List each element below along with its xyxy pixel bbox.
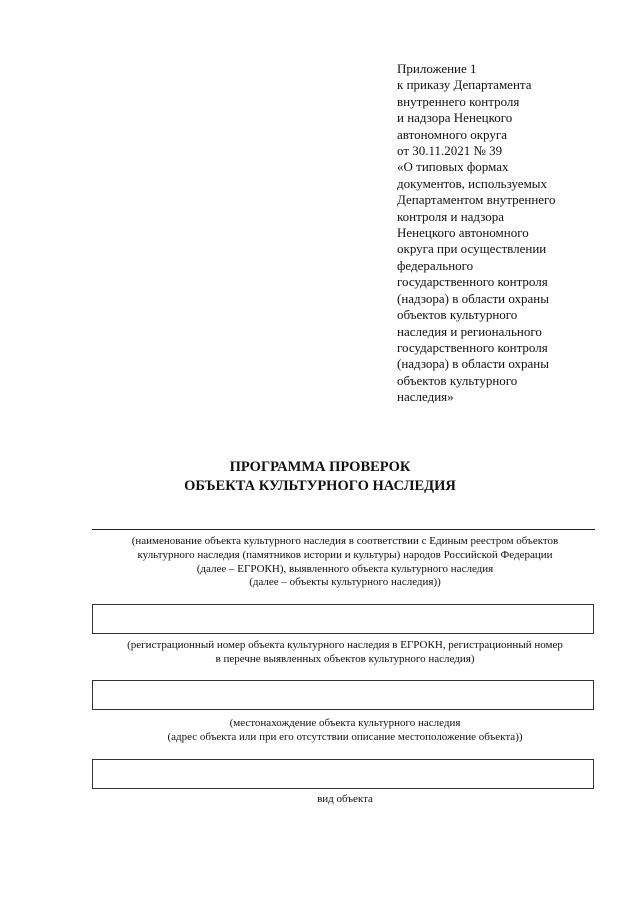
registration-number-field[interactable] (92, 604, 594, 634)
appendix-line: федерального (397, 257, 474, 273)
appendix-line: государственного контроля (397, 274, 548, 290)
appendix-line: (надзора) в области охраны (397, 290, 549, 306)
caption-line: вид объекта (317, 793, 373, 805)
title-line-1: ПРОГРАММА ПРОВЕРОК (229, 459, 411, 475)
appendix-line: к приказу Департамента (397, 77, 532, 93)
appendix-line: наследия и регионального (397, 323, 542, 339)
location-field[interactable] (92, 680, 594, 710)
caption-line: культурного наследия (памятников истории и культуры) народов Российской Федерации (137, 548, 553, 561)
title-line-2: ОБЪЕКТА КУЛЬТУРНОГО НАСЛЕДИЯ (184, 478, 456, 494)
appendix-line: Ненецкого автономного (397, 225, 529, 241)
appendix-line: документов, используемых (397, 175, 548, 191)
appendix-line: Департаментом внутреннего (397, 192, 556, 208)
appendix-line: «О типовых формах (397, 159, 509, 175)
object-name-underline[interactable] (92, 529, 595, 530)
document-title (0, 458, 640, 496)
appendix-line: государственного контроля (397, 339, 548, 355)
registration-number-caption (80, 639, 610, 667)
appendix-line: объектов культурного (397, 372, 518, 388)
caption-line: (местонахождение объекта культурного наследия (229, 717, 461, 729)
appendix-line: объектов культурного (397, 307, 518, 323)
appendix-line: и надзора Ненецкого (397, 110, 513, 126)
caption-line: в перечне выявленных объектов культурного наследия) (215, 652, 475, 665)
appendix-line: Приложение 1 (397, 61, 477, 76)
appendix-line: (надзора) в области охраны (397, 356, 549, 372)
appendix-line: наследия» (397, 389, 454, 405)
caption-line: (адрес объекта или при его отсутствии описание местоположение объекта)) (167, 730, 523, 743)
location-caption (80, 717, 610, 745)
object-type-caption (80, 793, 610, 807)
object-name-caption (80, 535, 610, 590)
object-type-field[interactable] (92, 759, 594, 789)
appendix-line: контроля и надзора (397, 208, 505, 224)
appendix-header (397, 61, 597, 406)
caption-line: (регистрационный номер объекта культурного наследия в ЕГРОКН, регистрационный номер (127, 639, 563, 651)
caption-line: (далее – ЕГРОКН), выявленного объекта культурного наследия (196, 562, 494, 575)
appendix-line: округа при осуществлении (397, 241, 547, 257)
caption-line: (далее – объекты культурного наследия)) (249, 576, 441, 589)
appendix-line: от 30.11.2021 № 39 (397, 143, 503, 159)
caption-line: (наименование объекта культурного наследия в соответствии с Единым реестром объектов (131, 535, 559, 547)
appendix-line: автономного округа (397, 126, 507, 142)
appendix-line: внутреннего контроля (397, 93, 520, 109)
